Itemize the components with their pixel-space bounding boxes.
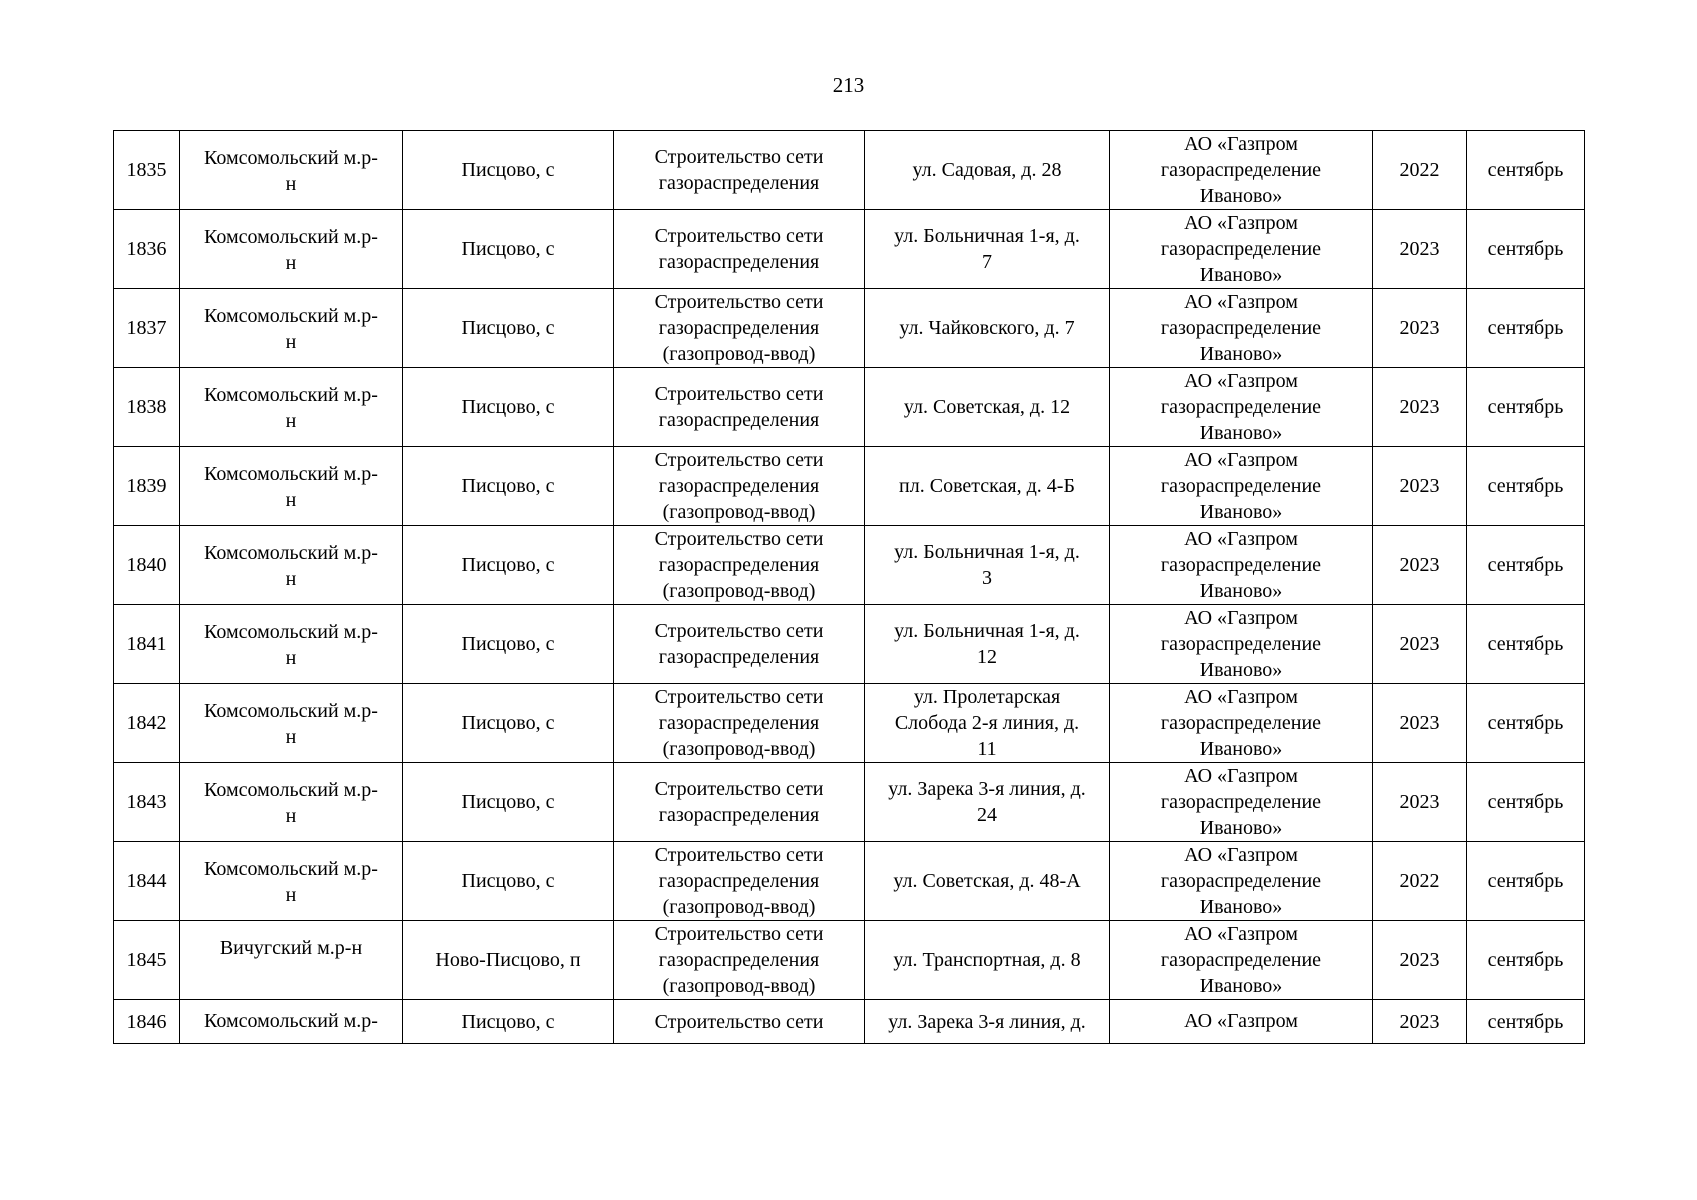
- cell-settlement: Писцово, с: [403, 684, 614, 763]
- cell-work-type-line: газораспределения: [658, 804, 820, 826]
- table-row: [114, 289, 1585, 368]
- cell-address-line: пл. Советская, д. 4-Б: [899, 475, 1075, 497]
- cell-work-type-line: (газопровод-ввод): [662, 343, 816, 365]
- cell-address: [865, 368, 1110, 447]
- cell-organization-line: газораспределение: [1160, 317, 1322, 339]
- cell-district-line: н: [285, 173, 297, 195]
- cell-work-type-line: Строительство сети: [654, 620, 824, 642]
- cell-settlement: Писцово, с: [403, 289, 614, 368]
- cell-work-type-line: газораспределения: [658, 870, 820, 892]
- cell-work-type: [614, 368, 865, 447]
- cell-district-line: Комсомольский м.р-: [204, 779, 378, 801]
- cell-work-type: [614, 1000, 865, 1044]
- table-row: [114, 842, 1585, 921]
- cell-address-line: 3: [982, 567, 992, 589]
- cell-work-type-line: (газопровод-ввод): [662, 896, 816, 918]
- cell-organization: [1110, 763, 1373, 842]
- cell-settlement: Писцово, с: [403, 368, 614, 447]
- cell-work-type-line: Строительство сети: [654, 291, 824, 313]
- cell-address-line: ул. Садовая, д. 28: [912, 159, 1062, 181]
- table-row: [114, 1000, 1585, 1044]
- cell-district-line: Комсомольский м.р-: [204, 621, 378, 643]
- cell-work-type-line: (газопровод-ввод): [662, 580, 816, 602]
- cell-address-line: ул. Пролетарская: [913, 686, 1061, 708]
- cell-work-type-line: газораспределения: [658, 251, 820, 273]
- cell-organization-line: АО «Газпром: [1184, 133, 1298, 155]
- cell-district-line: н: [285, 726, 297, 748]
- cell-address-line: ул. Советская, д. 48-А: [893, 870, 1081, 892]
- cell-organization: [1110, 289, 1373, 368]
- cell-work-type-line: (газопровод-ввод): [662, 501, 816, 523]
- cell-district: [180, 131, 403, 210]
- cell-work-type-line: (газопровод-ввод): [662, 738, 816, 760]
- cell-district: [180, 368, 403, 447]
- cell-month: сентябрь: [1467, 605, 1585, 684]
- cell-month: сентябрь: [1467, 368, 1585, 447]
- cell-month: сентябрь: [1467, 210, 1585, 289]
- cell-address-line: Слобода 2-я линия, д.: [894, 712, 1080, 734]
- cell-work-type: [614, 763, 865, 842]
- cell-district: [180, 842, 403, 921]
- cell-district: [180, 526, 403, 605]
- cell-address-line: ул. Транспортная, д. 8: [893, 949, 1081, 971]
- cell-month: сентябрь: [1467, 131, 1585, 210]
- cell-address: [865, 842, 1110, 921]
- cell-year: 2022: [1373, 131, 1467, 210]
- cell-number: 1840: [114, 526, 180, 605]
- cell-month: сентябрь: [1467, 289, 1585, 368]
- cell-work-type-line: Строительство сети: [654, 844, 824, 866]
- cell-work-type-line: Строительство сети: [654, 383, 824, 405]
- cell-settlement: Ново-Писцово, п: [403, 921, 614, 1000]
- cell-settlement: Писцово, с: [403, 842, 614, 921]
- cell-work-type-line: (газопровод-ввод): [662, 975, 816, 997]
- cell-organization-line: АО «Газпром: [1184, 1010, 1298, 1032]
- cell-district: [180, 921, 403, 1000]
- cell-organization: [1110, 368, 1373, 447]
- cell-number: 1836: [114, 210, 180, 289]
- cell-month: сентябрь: [1467, 447, 1585, 526]
- cell-organization-line: Иваново»: [1199, 580, 1283, 602]
- cell-number: 1844: [114, 842, 180, 921]
- table-row: [114, 526, 1585, 605]
- cell-work-type-line: Строительство сети: [654, 449, 824, 471]
- cell-organization-line: Иваново»: [1199, 975, 1283, 997]
- cell-work-type: [614, 526, 865, 605]
- cell-number: 1838: [114, 368, 180, 447]
- cell-address: [865, 210, 1110, 289]
- cell-work-type: [614, 842, 865, 921]
- cell-year: 2023: [1373, 684, 1467, 763]
- cell-organization: [1110, 1000, 1373, 1044]
- cell-work-type: [614, 131, 865, 210]
- cell-work-type-line: Строительство сети: [654, 225, 824, 247]
- cell-district: [180, 447, 403, 526]
- cell-work-type: [614, 289, 865, 368]
- cell-settlement: Писцово, с: [403, 605, 614, 684]
- cell-district: [180, 1000, 403, 1044]
- cell-address-line: ул. Зарека 3-я линия, д.: [888, 1010, 1086, 1033]
- cell-number: 1846: [114, 1000, 180, 1044]
- cell-district: [180, 210, 403, 289]
- cell-organization: [1110, 131, 1373, 210]
- cell-organization-line: газораспределение: [1160, 870, 1322, 892]
- page-number: 213: [832, 73, 865, 97]
- cell-work-type-line: газораспределения: [658, 712, 820, 734]
- table-row: [114, 605, 1585, 684]
- cell-address: [865, 605, 1110, 684]
- cell-work-type: [614, 605, 865, 684]
- cell-work-type: [614, 447, 865, 526]
- cell-organization-line: Иваново»: [1199, 659, 1283, 681]
- cell-district-line: Вичугский м.р-н: [219, 937, 363, 959]
- cell-organization-line: АО «Газпром: [1184, 844, 1298, 866]
- cell-work-type: [614, 684, 865, 763]
- cell-month: сентябрь: [1467, 921, 1585, 1000]
- table-row: [114, 210, 1585, 289]
- cell-year: 2023: [1373, 210, 1467, 289]
- cell-year: 2023: [1373, 763, 1467, 842]
- cell-month: сентябрь: [1467, 526, 1585, 605]
- cell-organization: [1110, 921, 1373, 1000]
- table-row: [114, 131, 1585, 210]
- cell-address-line: 24: [977, 804, 997, 826]
- cell-organization-line: Иваново»: [1199, 422, 1283, 444]
- cell-number: 1839: [114, 447, 180, 526]
- cell-work-type-line: Строительство сети: [654, 923, 824, 945]
- cell-organization: [1110, 210, 1373, 289]
- cell-number: 1837: [114, 289, 180, 368]
- cell-organization: [1110, 447, 1373, 526]
- cell-address-line: 12: [977, 646, 997, 668]
- cell-organization: [1110, 684, 1373, 763]
- cell-organization-line: Иваново»: [1199, 185, 1283, 207]
- cell-district-line: Комсомольский м.р-: [204, 700, 378, 722]
- cell-address: [865, 526, 1110, 605]
- cell-organization: [1110, 605, 1373, 684]
- cell-address-line: ул. Больничная 1-я, д.: [894, 225, 1080, 247]
- cell-organization-line: АО «Газпром: [1184, 370, 1298, 392]
- cell-address-line: ул. Больничная 1-я, д.: [894, 620, 1080, 642]
- cell-month: сентябрь: [1467, 763, 1585, 842]
- cell-district-line: Комсомольский м.р-: [204, 542, 378, 564]
- cell-address: [865, 1000, 1110, 1044]
- cell-address: [865, 921, 1110, 1000]
- cell-organization-line: АО «Газпром: [1184, 291, 1298, 313]
- cell-number: 1841: [114, 605, 180, 684]
- cell-district: [180, 605, 403, 684]
- cell-address-line: ул. Советская, д. 12: [903, 396, 1071, 418]
- cell-work-type-line: газораспределения: [658, 475, 820, 497]
- cell-organization-line: газораспределение: [1160, 396, 1322, 418]
- cell-organization-line: АО «Газпром: [1184, 686, 1298, 708]
- cell-organization-line: газораспределение: [1160, 554, 1322, 576]
- cell-organization-line: АО «Газпром: [1184, 923, 1298, 945]
- cell-address-line: ул. Чайковского, д. 7: [899, 317, 1075, 339]
- cell-work-type-line: газораспределения: [658, 172, 820, 194]
- cell-organization-line: газораспределение: [1160, 949, 1322, 971]
- cell-month: сентябрь: [1467, 842, 1585, 921]
- cell-number: 1842: [114, 684, 180, 763]
- cell-year: 2022: [1373, 842, 1467, 921]
- cell-organization-line: АО «Газпром: [1184, 528, 1298, 550]
- cell-organization: [1110, 842, 1373, 921]
- cell-district-line: н: [285, 410, 297, 432]
- cell-work-type-line: газораспределения: [658, 409, 820, 431]
- cell-number: 1835: [114, 131, 180, 210]
- table-row: [114, 921, 1585, 1000]
- cell-year: 2023: [1373, 1000, 1467, 1044]
- cell-organization-line: Иваново»: [1199, 896, 1283, 918]
- cell-year: 2023: [1373, 526, 1467, 605]
- cell-organization-line: АО «Газпром: [1184, 212, 1298, 234]
- cell-district-line: Комсомольский м.р-: [204, 1010, 378, 1032]
- cell-organization-line: газораспределение: [1160, 712, 1322, 734]
- cell-district-line: Комсомольский м.р-: [204, 384, 378, 406]
- cell-settlement: Писцово, с: [403, 131, 614, 210]
- cell-address: [865, 684, 1110, 763]
- cell-district-line: н: [285, 252, 297, 274]
- cell-work-type-line: газораспределения: [658, 554, 820, 576]
- cell-district-line: Комсомольский м.р-: [204, 226, 378, 248]
- cell-district-line: Комсомольский м.р-: [204, 305, 378, 327]
- cell-month: сентябрь: [1467, 684, 1585, 763]
- cell-organization-line: АО «Газпром: [1184, 607, 1298, 629]
- cell-work-type-line: газораспределения: [658, 646, 820, 668]
- cell-work-type-line: Строительство сети: [654, 778, 824, 800]
- cell-settlement: Писцово, с: [403, 526, 614, 605]
- cell-work-type: [614, 210, 865, 289]
- cell-address: [865, 447, 1110, 526]
- table-row: [114, 368, 1585, 447]
- cell-work-type-line: Строительство сети: [654, 1010, 824, 1033]
- cell-settlement: Писцово, с: [403, 1000, 614, 1044]
- cell-work-type-line: газораспределения: [658, 317, 820, 339]
- cell-organization-line: газораспределение: [1160, 633, 1322, 655]
- cell-address: [865, 763, 1110, 842]
- cell-organization-line: АО «Газпром: [1184, 765, 1298, 787]
- cell-number: 1843: [114, 763, 180, 842]
- cell-organization-line: Иваново»: [1199, 264, 1283, 286]
- cell-organization-line: газораспределение: [1160, 475, 1322, 497]
- table-body: [114, 131, 1585, 1044]
- cell-district-line: н: [285, 884, 297, 906]
- cell-organization: [1110, 526, 1373, 605]
- cell-district: [180, 289, 403, 368]
- cell-organization-line: газораспределение: [1160, 159, 1322, 181]
- cell-organization-line: Иваново»: [1199, 501, 1283, 523]
- cell-district-line: Комсомольский м.р-: [204, 463, 378, 485]
- cell-address-line: 7: [982, 251, 992, 273]
- cell-settlement: Писцово, с: [403, 210, 614, 289]
- cell-work-type-line: Строительство сети: [654, 686, 824, 708]
- cell-district: [180, 763, 403, 842]
- cell-organization-line: газораспределение: [1160, 238, 1322, 260]
- cell-district-line: н: [285, 647, 297, 669]
- cell-settlement: Писцово, с: [403, 447, 614, 526]
- cell-number: 1845: [114, 921, 180, 1000]
- cell-organization-line: Иваново»: [1199, 343, 1283, 365]
- cell-year: 2023: [1373, 921, 1467, 1000]
- cell-organization-line: Иваново»: [1199, 817, 1283, 839]
- cell-work-type: [614, 921, 865, 1000]
- data-table: [113, 130, 1585, 1044]
- table-row: [114, 447, 1585, 526]
- table-row: [114, 763, 1585, 842]
- cell-year: 2023: [1373, 289, 1467, 368]
- cell-work-type-line: газораспределения: [658, 949, 820, 971]
- cell-work-type-line: Строительство сети: [654, 146, 824, 168]
- cell-district-line: Комсомольский м.р-: [204, 147, 378, 169]
- cell-organization-line: АО «Газпром: [1184, 449, 1298, 471]
- cell-address: [865, 289, 1110, 368]
- cell-address-line: 11: [977, 738, 997, 760]
- cell-organization-line: газораспределение: [1160, 791, 1322, 813]
- cell-district-line: н: [285, 805, 297, 827]
- cell-settlement: Писцово, с: [403, 763, 614, 842]
- cell-year: 2023: [1373, 447, 1467, 526]
- cell-district-line: Комсомольский м.р-: [204, 858, 378, 880]
- cell-work-type-line: Строительство сети: [654, 528, 824, 550]
- cell-district-line: н: [285, 568, 297, 590]
- cell-address: [865, 131, 1110, 210]
- cell-year: 2023: [1373, 605, 1467, 684]
- table-row: [114, 684, 1585, 763]
- cell-organization-line: Иваново»: [1199, 738, 1283, 760]
- cell-address-line: ул. Зарека 3-я линия, д.: [888, 778, 1086, 800]
- cell-year: 2023: [1373, 368, 1467, 447]
- cell-address-line: ул. Больничная 1-я, д.: [894, 541, 1080, 563]
- cell-month: сентябрь: [1467, 1000, 1585, 1044]
- cell-district-line: н: [285, 331, 297, 353]
- cell-district-line: н: [285, 489, 297, 511]
- cell-district: [180, 684, 403, 763]
